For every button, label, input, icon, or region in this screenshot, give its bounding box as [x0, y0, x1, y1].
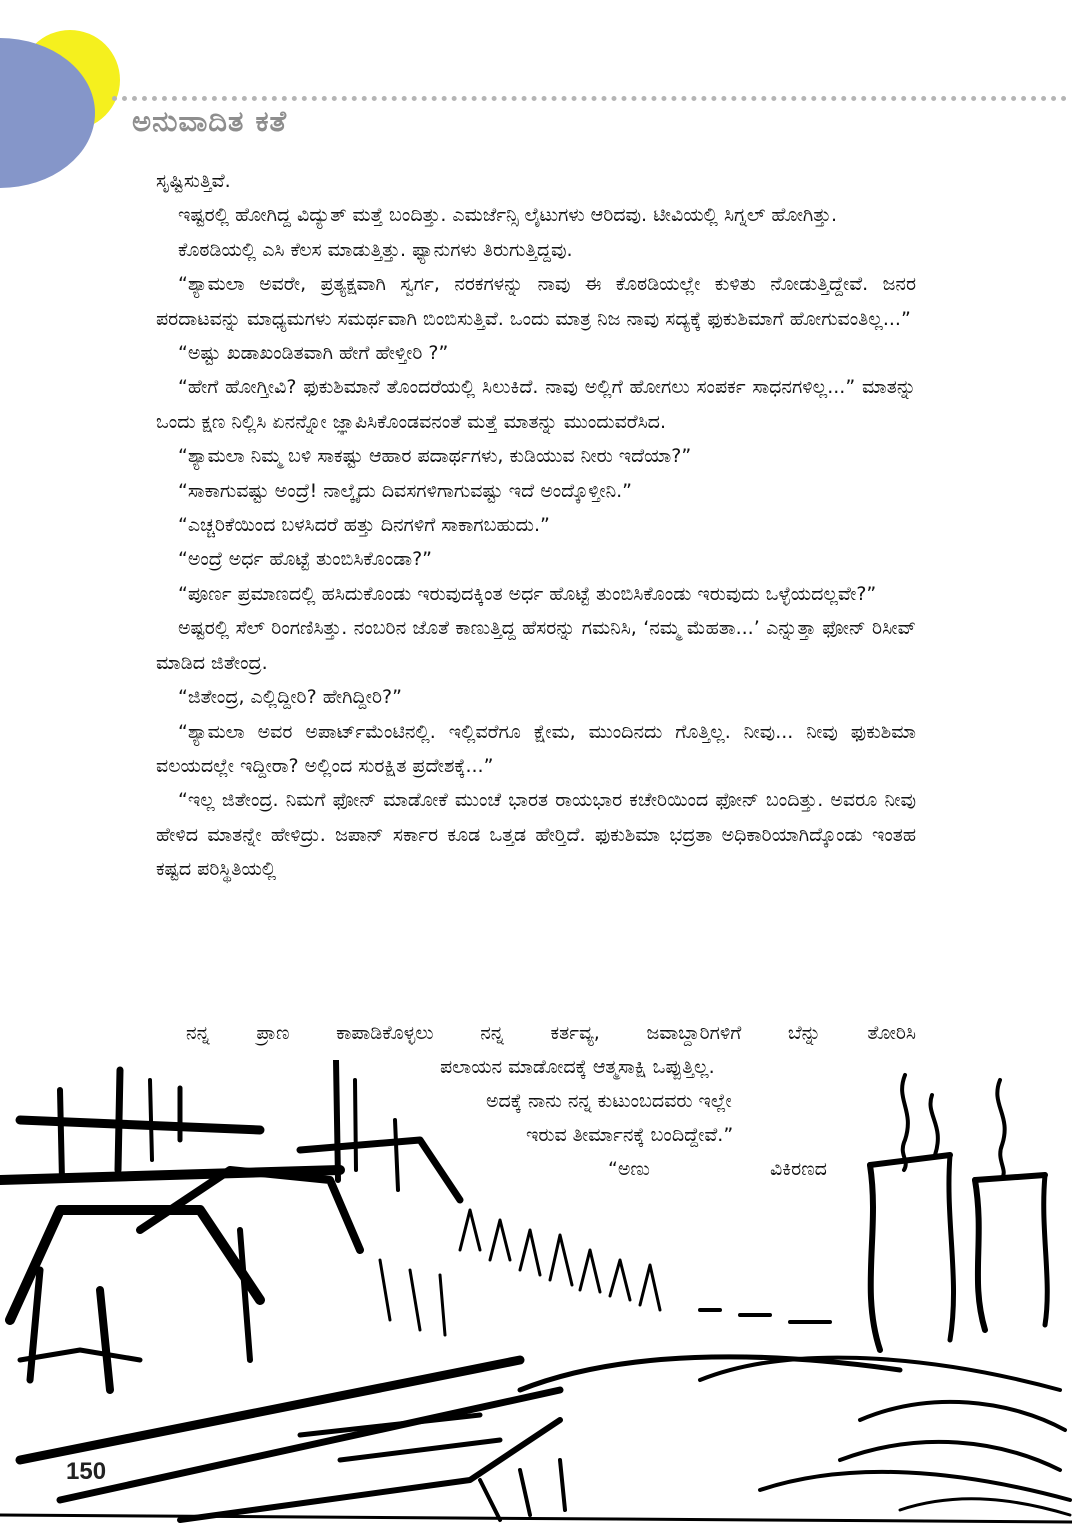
paragraph: “ಸಾಕಾಗುವಷ್ಟು ಅಂದ್ರೆ! ನಾಲ್ಕೈದು ದಿವಸಗಳಿಗಾಗುವಷ್ಟು ಇದೆ ಅಂದ್ಕೊಳ್ತೀನಿ.” — [178, 479, 633, 502]
paragraph: ಕೊಠಡಿಯಲ್ಲಿ ಎಸಿ ಕೆಲಸ ಮಾಡುತ್ತಿತ್ತು. ಫ್ಯಾನುಗಳು ತಿರುಗುತ್ತಿದ್ದವು. — [178, 238, 573, 261]
paragraph: ಇಷ್ಟರಲ್ಲಿ ಹೋಗಿದ್ದ ವಿದ್ಯುತ್ ಮತ್ತೆ ಬಂದಿತ್ತು. ಎಮರ್ಜೆನ್ಸಿ ಲೈಟುಗಳು ಆರಿದವು. ಟೀವಿಯಲ್ಲಿ ಸಿಗ್ನಲ್ ಹೋಗಿತ್ತು. — [178, 204, 838, 227]
story-line: ವಿಕಿರಣದ — [770, 1158, 827, 1180]
paragraph: “ಶ್ಯಾಮಲಾ ಅವರೇ, ಪ್ರತ್ಯಕ್ಷವಾಗಿ ಸ್ವರ್ಗ, ನರಕಗಳನ್ನು ನಾವು ಈ ಕೊಠಡಿಯಲ್ಲೇ ಕುಳಿತು ನೋಡುತ್ತಿದ್ದೇವೆ. ಜನರ ಪರದಾಟವನ್ನು ಮಾಧ್ಯಮಗಳು ಸಮರ್ಥವಾಗಿ ಬಿಂಬಿಸುತ್ತಿವೆ. ಒಂದು ಮಾತ್ರ ನಿಜ ನಾವು ಸದ್ಯಕ್ಕೆ ಫುಕುಶಿಮಾಗೆ ಹೋಗುವಂತಿಲ್ಲ...” — [156, 273, 916, 330]
dotted-header-rule — [112, 96, 1067, 101]
section-title: ಅನುವಾದಿತ ಕತೆ — [132, 104, 288, 138]
page-number: 150 — [66, 1458, 107, 1485]
story-line: ಪಲಾಯನ ಮಾಡೋದಕ್ಕೆ ಆತ್ಮಸಾಕ್ಷಿ ಒಪ್ಪುತ್ತಿಲ್ಲ. — [440, 1056, 715, 1078]
paragraph: “ಅಂದ್ರೆ ಅರ್ಧ ಹೊಟ್ಟೆ ತುಂಬಿಸಿಕೊಂಡಾ?” — [178, 548, 433, 571]
paragraph: ಅಷ್ಟರಲ್ಲಿ ಸೆಲ್ ರಿಂಗಣಿಸಿತ್ತು. ನಂಬರಿನ ಜೊತೆ ಕಾಣುತ್ತಿದ್ದ ಹೆಸರನ್ನು ಗಮನಿಸಿ, ‘ನಮ್ಮ ಮೆಹತಾ...’ ಎನ್ನುತ್ತಾ ಫೋನ್ ರಿಸೀವ್ ಮಾಡಿದ ಜಿತೇಂದ್ರ. — [156, 617, 916, 674]
story-body — [156, 164, 916, 887]
story-line: “ಅಣು — [608, 1158, 650, 1180]
paragraph: “ಜಿತೇಂದ್ರ, ಎಲ್ಲಿದ್ದೀರಿ? ಹೇಗಿದ್ದೀರಿ?” — [178, 686, 402, 709]
paragraph: “ಶ್ಯಾಮಲಾ ನಿಮ್ಮ ಬಳಿ ಸಾಕಷ್ಟು ಆಹಾರ ಪದಾರ್ಥಗಳು, ಕುಡಿಯುವ ನೀರು ಇದೆಯಾ?” — [178, 445, 692, 468]
paragraph: ಸೃಷ್ಟಿಸುತ್ತಿವೆ. — [156, 170, 231, 192]
paragraph: “ಎಚ್ಚರಿಕೆಯಿಂದ ಬಳಸಿದರೆ ಹತ್ತು ದಿನಗಳಿಗೆ ಸಾಕಾಗಬಹುದು.” — [178, 514, 550, 537]
story-line: ಇರುವ ತೀರ್ಮಾನಕ್ಕೆ ಬಂದಿದ್ದೇವೆ.” — [526, 1124, 734, 1146]
paragraph: “ಶ್ಯಾಮಲಾ ಅವರ ಅಪಾರ್ಟ್‌ಮೆಂಟಿನಲ್ಲಿ. ಇಲ್ಲಿವರೆಗೂ ಕ್ಷೇಮ, ಮುಂದಿನದು ಗೊತ್ತಿಲ್ಲ. ನೀವು... ನೀವು ಫುಕುಶಿಮಾ ವಲಯದಲ್ಲೇ ಇದ್ದೀರಾ? ಅಲ್ಲಿಂದ ಸುರಕ್ಷಿತ ಪ್ರದೇಶಕ್ಕೆ...” — [156, 720, 916, 777]
paragraph: “ಅಷ್ಟು ಖಡಾಖಂಡಿತವಾಗಿ ಹೇಗೆ ಹೇಳ್ತೀರಿ ?” — [178, 342, 449, 365]
paragraph: “ಪೂರ್ಣ ಪ್ರಮಾಣದಲ್ಲಿ ಹಸಿದುಕೊಂಡು ಇರುವುದಕ್ಕಿಂತ ಅರ್ಧ ಹೊಟ್ಟೆ ತುಂಬಿಸಿಕೊಂಡು ಇರುವುದು ಒಳ್ಳೆಯದಲ್ಲವೇ?” — [178, 582, 877, 605]
story-line: ಅದಕ್ಕೆ ನಾನು ನನ್ನ ಕುಟುಂಬದವರು ಇಲ್ಲೇ — [486, 1090, 732, 1112]
paragraph: “ಹೇಗೆ ಹೋಗ್ತೀವಿ? ಫುಕುಶಿಮಾನೆ ತೊಂದರೆಯಲ್ಲಿ ಸಿಲುಕಿದೆ. ನಾವು ಅಲ್ಲಿಗೆ ಹೋಗಲು ಸಂಪರ್ಕ ಸಾಧನಗಳಿಲ್ಲ...” ಮಾತನ್ನು ಒಂದು ಕ್ಷಣ ನಿಲ್ಲಿಸಿ ಏನನ್ನೋ ಜ್ಞಾಪಿಸಿಕೊಂಡವನಂತೆ ಮತ್ತೆ ಮಾತನ್ನು ಮುಂದುವರೆಸಿದ. — [156, 376, 916, 433]
paragraph: “ಇಲ್ಲ ಜಿತೇಂದ್ರ. ನಿಮಗೆ ಫೋನ್ ಮಾಡೋಕೆ ಮುಂಚೆ ಭಾರತ ರಾಯಭಾರ ಕಚೇರಿಯಿಂದ ಫೋನ್ ಬಂದಿತ್ತು. ಅವರೂ ನೀವು ಹೇಳಿದ ಮಾತನ್ನೇ ಹೇಳಿದ್ರು. ಜಪಾನ್ ಸರ್ಕಾರ ಕೂಡ ಒತ್ತಡ ಹೇರ್‍ತಿದೆ. ಫುಕುಶಿಮಾ ಭದ್ರತಾ ಅಧಿಕಾರಿಯಾಗಿದ್ಕೊಂಡು ಇಂತಹ ಕಷ್ಟದ ಪರಿಸ್ಥಿತಿಯಲ್ಲಿ — [156, 789, 916, 881]
story-line: ನನ್ನ ಪ್ರಾಣ ಕಾಪಾಡಿಕೊಳ್ಳಲು ನನ್ನ ಕರ್ತವ್ಯ, ಜವಾಬ್ದಾರಿಗಳಿಗೆ ಬೆನ್ನು ತೋರಿಸಿ — [186, 1022, 916, 1044]
